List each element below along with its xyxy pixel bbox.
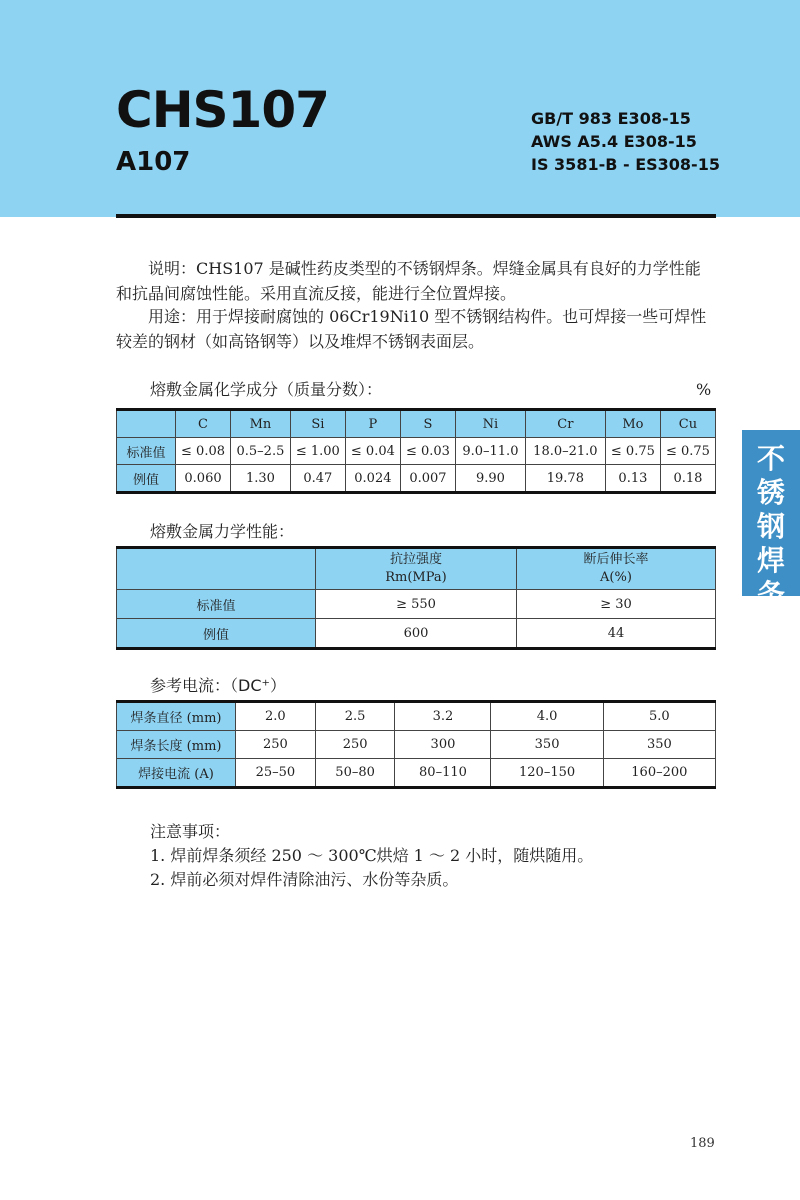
table-cell: 0.47	[290, 465, 345, 493]
header-line: 抗拉强度	[389, 552, 442, 567]
table-cell: 250	[236, 731, 316, 759]
table-cell: ≤ 0.03	[400, 438, 455, 465]
header-line: 断后伸长率	[583, 552, 649, 567]
table-cell: 350	[491, 731, 603, 759]
table-header-cell: Mn	[231, 410, 291, 438]
table-cell: 18.0–21.0	[525, 438, 605, 465]
table-cell: 19.78	[525, 465, 605, 493]
table-header-cell: Mo	[605, 410, 660, 438]
side-category-tab	[742, 430, 800, 611]
side-tab-char: 锈	[756, 476, 785, 509]
table-header-cell	[316, 548, 517, 590]
row-header-cell: 焊条直径 (mm)	[117, 702, 236, 731]
chemical-unit: %	[696, 380, 712, 399]
table-cell: 2.0	[236, 702, 316, 731]
table-cell: 4.0	[491, 702, 603, 731]
table-cell: 350	[603, 731, 715, 759]
table-cell: ≤ 1.00	[290, 438, 345, 465]
chemical-section-title: 熔敷金属化学成分（质量分数）：	[150, 380, 383, 399]
standards-list	[531, 107, 720, 176]
table-row	[117, 438, 716, 465]
table-header-cell	[117, 410, 176, 438]
table-header-cell: Si	[290, 410, 345, 438]
table-header-cell: S	[400, 410, 455, 438]
table-cell: 0.060	[176, 465, 231, 493]
chemical-composition-table	[116, 408, 716, 494]
table-cell: 2.5	[315, 702, 395, 731]
table-cell: 5.0	[603, 702, 715, 731]
table-cell: 3.2	[395, 702, 491, 731]
header-line: A(%)	[600, 570, 632, 585]
current-section-title: 参考电流：（DC⁺）	[150, 676, 286, 695]
note-item: 2. 焊前必须对焊件清除油污、水份等杂质。	[150, 870, 459, 889]
table-header-cell: P	[345, 410, 400, 438]
table-row	[117, 702, 716, 731]
table-cell: 250	[315, 731, 395, 759]
table-header-cell: C	[176, 410, 231, 438]
row-header-cell: 例值	[117, 619, 316, 649]
usage-label: 用途：	[148, 307, 197, 326]
table-row	[117, 465, 716, 493]
usage-paragraph	[116, 304, 716, 354]
side-tab-char: 焊	[756, 544, 785, 577]
table-cell: 9.90	[455, 465, 525, 493]
page-number: 189	[690, 1136, 715, 1151]
table-cell: ≤ 0.04	[345, 438, 400, 465]
notes-section	[150, 820, 593, 892]
mechanical-properties-table	[116, 546, 716, 650]
row-header-cell: 标准值	[117, 590, 316, 619]
table-cell: ≤ 0.75	[660, 438, 715, 465]
row-header-cell: 焊条长度 (mm)	[117, 731, 236, 759]
header-line: Rm(MPa)	[385, 570, 447, 585]
usage-text: 用于焊接耐腐蚀的 06Cr19Ni10 型不锈钢结构件。也可焊接一些可焊性较差的钢材（如高铬钢等）以及堆焊不锈钢表面层。	[116, 307, 707, 351]
table-cell: 0.13	[605, 465, 660, 493]
table-cell: 80–110	[395, 759, 491, 788]
description-paragraph	[116, 256, 716, 306]
table-cell: 120–150	[491, 759, 603, 788]
table-cell: 0.024	[345, 465, 400, 493]
table-header-cell: Cr	[525, 410, 605, 438]
table-header-row	[117, 548, 716, 590]
table-cell: 25–50	[236, 759, 316, 788]
table-header-cell	[517, 548, 716, 590]
table-row	[117, 759, 716, 788]
row-header-cell: 焊接电流 (A)	[117, 759, 236, 788]
description-text: CHS107 是碱性药皮类型的不锈钢焊条。焊缝金属具有良好的力学性能和抗晶间腐蚀性能。采用直流反接，能进行全位置焊接。	[116, 259, 701, 303]
side-tab-char: 不	[756, 442, 785, 475]
table-row	[117, 619, 716, 649]
row-header-cell: 标准值	[117, 438, 176, 465]
header-banner	[0, 0, 800, 217]
table-cell: 0.007	[400, 465, 455, 493]
table-cell: 0.18	[660, 465, 715, 493]
standard-gb: GB/T 983 E308-15	[531, 109, 691, 128]
table-header-cell: Ni	[455, 410, 525, 438]
table-header-cell	[117, 548, 316, 590]
side-tab-char: 条	[756, 578, 785, 611]
description-label: 说明：	[148, 259, 197, 278]
table-cell: 50–80	[315, 759, 395, 788]
row-header-cell: 例值	[117, 465, 176, 493]
table-cell: 600	[316, 619, 517, 649]
note-item: 1. 焊前焊条须经 250 ～ 300℃烘焙 1 ～ 2 小时，随烘随用。	[150, 846, 594, 865]
table-row	[117, 731, 716, 759]
table-cell: 160–200	[603, 759, 715, 788]
standard-aws: AWS A5.4 E308-15	[531, 132, 697, 151]
notes-title: 注意事项：	[150, 822, 231, 841]
product-subtitle: A107	[116, 147, 191, 177]
product-title: CHS107	[116, 81, 329, 139]
standard-is: IS 3581-B - ES308-15	[531, 155, 720, 174]
table-cell: 300	[395, 731, 491, 759]
table-cell: ≥ 550	[316, 590, 517, 619]
table-header-row	[117, 410, 716, 438]
side-tab-char: 钢	[756, 510, 785, 543]
table-cell: 9.0–11.0	[455, 438, 525, 465]
table-cell: 44	[517, 619, 716, 649]
table-cell: ≤ 0.75	[605, 438, 660, 465]
mechanical-section-title: 熔敷金属力学性能：	[150, 522, 295, 541]
table-cell: ≤ 0.08	[176, 438, 231, 465]
table-row	[117, 590, 716, 619]
table-cell: 1.30	[231, 465, 291, 493]
reference-current-table	[116, 700, 716, 789]
table-cell: 0.5–2.5	[231, 438, 291, 465]
header-divider	[116, 214, 716, 218]
table-cell: ≥ 30	[517, 590, 716, 619]
table-header-cell: Cu	[660, 410, 715, 438]
